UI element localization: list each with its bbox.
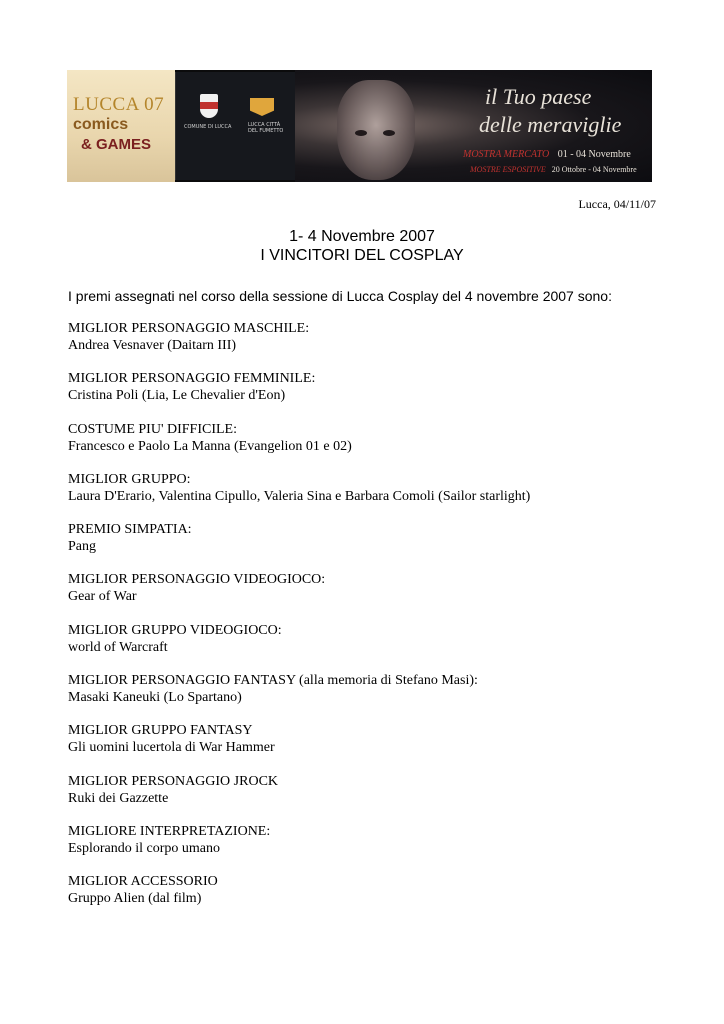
- eye-right: [383, 130, 395, 136]
- award-winner: Cristina Poli (Lia, Le Chevalier d'Eon): [68, 388, 286, 404]
- award-item: [68, 370, 668, 420]
- award-winner: Ruki dei Gazzette: [68, 790, 169, 806]
- intro-paragraph: I premi assegnati nel corso della sessione di Lucca Cosplay del 4 novembre 2007 sono:: [68, 288, 612, 304]
- award-category: MIGLIOR GRUPPO FANTASY: [68, 723, 253, 739]
- award-category: MIGLIORE INTERPRETAZIONE:: [68, 823, 271, 839]
- portrait-image: [337, 80, 415, 180]
- sponsor-fumetto-label: LUCCA CITTÀ DEL FUMETTO: [248, 122, 284, 134]
- award-winner: Gli uomini lucertola di War Hammer: [68, 740, 275, 756]
- award-category: MIGLIOR PERSONAGGIO FANTASY (alla memoria di Stefano Masi):: [68, 673, 478, 689]
- document-date: Lucca, 04/11/07: [578, 197, 656, 211]
- award-item: [68, 873, 668, 923]
- award-winner: Francesco e Paolo La Manna (Evangelion 01 e 02): [68, 438, 352, 454]
- mostra-mercato-line: [463, 149, 631, 160]
- award-item: [68, 421, 668, 471]
- mostre-espositive-line: [470, 165, 637, 174]
- mostra-mercato-dates: 01 - 04 Novembre: [557, 149, 631, 160]
- award-item: [68, 320, 668, 370]
- award-category: MIGLIOR PERSONAGGIO VIDEOGIOCO:: [68, 572, 326, 588]
- logo-title: LUCCA 07: [73, 94, 165, 115]
- award-category: MIGLIOR GRUPPO:: [68, 471, 191, 487]
- award-category: COSTUME PIU' DIFFICILE:: [68, 421, 237, 437]
- award-category: MIGLIOR ACCESSORIO: [68, 874, 218, 890]
- award-winner: Pang: [68, 539, 96, 555]
- award-winner: Masaki Kaneuki (Lo Spartano): [68, 690, 242, 706]
- award-category: MIGLIOR PERSONAGGIO FEMMINILE:: [68, 371, 316, 387]
- logo-comics: comics: [73, 116, 129, 133]
- award-winner: world of Warcraft: [68, 639, 168, 655]
- mostre-espositive-label: MOSTRE ESPOSITIVE: [470, 165, 546, 174]
- awards-list: [68, 320, 668, 924]
- award-category: MIGLIOR PERSONAGGIO JROCK: [68, 773, 279, 789]
- page-title-dates: 1- 4 Novembre 2007: [289, 228, 435, 245]
- award-item: [68, 471, 668, 521]
- lucca-comics-games-logo: [67, 70, 175, 182]
- sponsor-comune-label: COMUNE DI LUCCA: [184, 124, 232, 130]
- event-banner: [67, 70, 652, 182]
- mostra-mercato-label: MOSTRA MERCATO: [463, 149, 550, 160]
- crest-stripe: [200, 102, 218, 109]
- award-category: MIGLIOR PERSONAGGIO MASCHILE:: [68, 321, 310, 336]
- citta-fumetto-logo-icon: [250, 98, 274, 116]
- award-item: [68, 773, 668, 823]
- logo-games: & GAMES: [81, 136, 152, 153]
- award-winner: Gruppo Alien (dal film): [68, 891, 202, 907]
- page-title: I VINCITORI DEL COSPLAY: [260, 247, 464, 264]
- eye-left: [355, 130, 367, 136]
- banner-headline-1: il Tuo paese: [485, 84, 592, 109]
- banner-artwork: [295, 70, 652, 182]
- award-category: MIGLIOR GRUPPO VIDEOGIOCO:: [68, 622, 282, 638]
- award-item: [68, 622, 668, 672]
- award-winner: Gear of War: [68, 589, 137, 605]
- award-winner: Esplorando il corpo umano: [68, 840, 221, 856]
- award-winner: Laura D'Erario, Valentina Cipullo, Valeria Sina e Barbara Comoli (Sailor starlight): [68, 488, 531, 504]
- award-item: [68, 672, 668, 722]
- mostre-espositive-dates: 20 Ottobre - 04 Novembre: [551, 165, 637, 174]
- award-category: PREMIO SIMPATIA:: [68, 522, 192, 538]
- banner-headline-2: delle meraviglie: [479, 112, 622, 137]
- award-item: [68, 571, 668, 621]
- award-winner: Andrea Vesnaver (Daitarn III): [68, 338, 237, 353]
- sponsor-logos: [175, 72, 296, 180]
- award-item: [68, 823, 668, 873]
- award-item: [68, 521, 668, 571]
- award-item: [68, 722, 668, 772]
